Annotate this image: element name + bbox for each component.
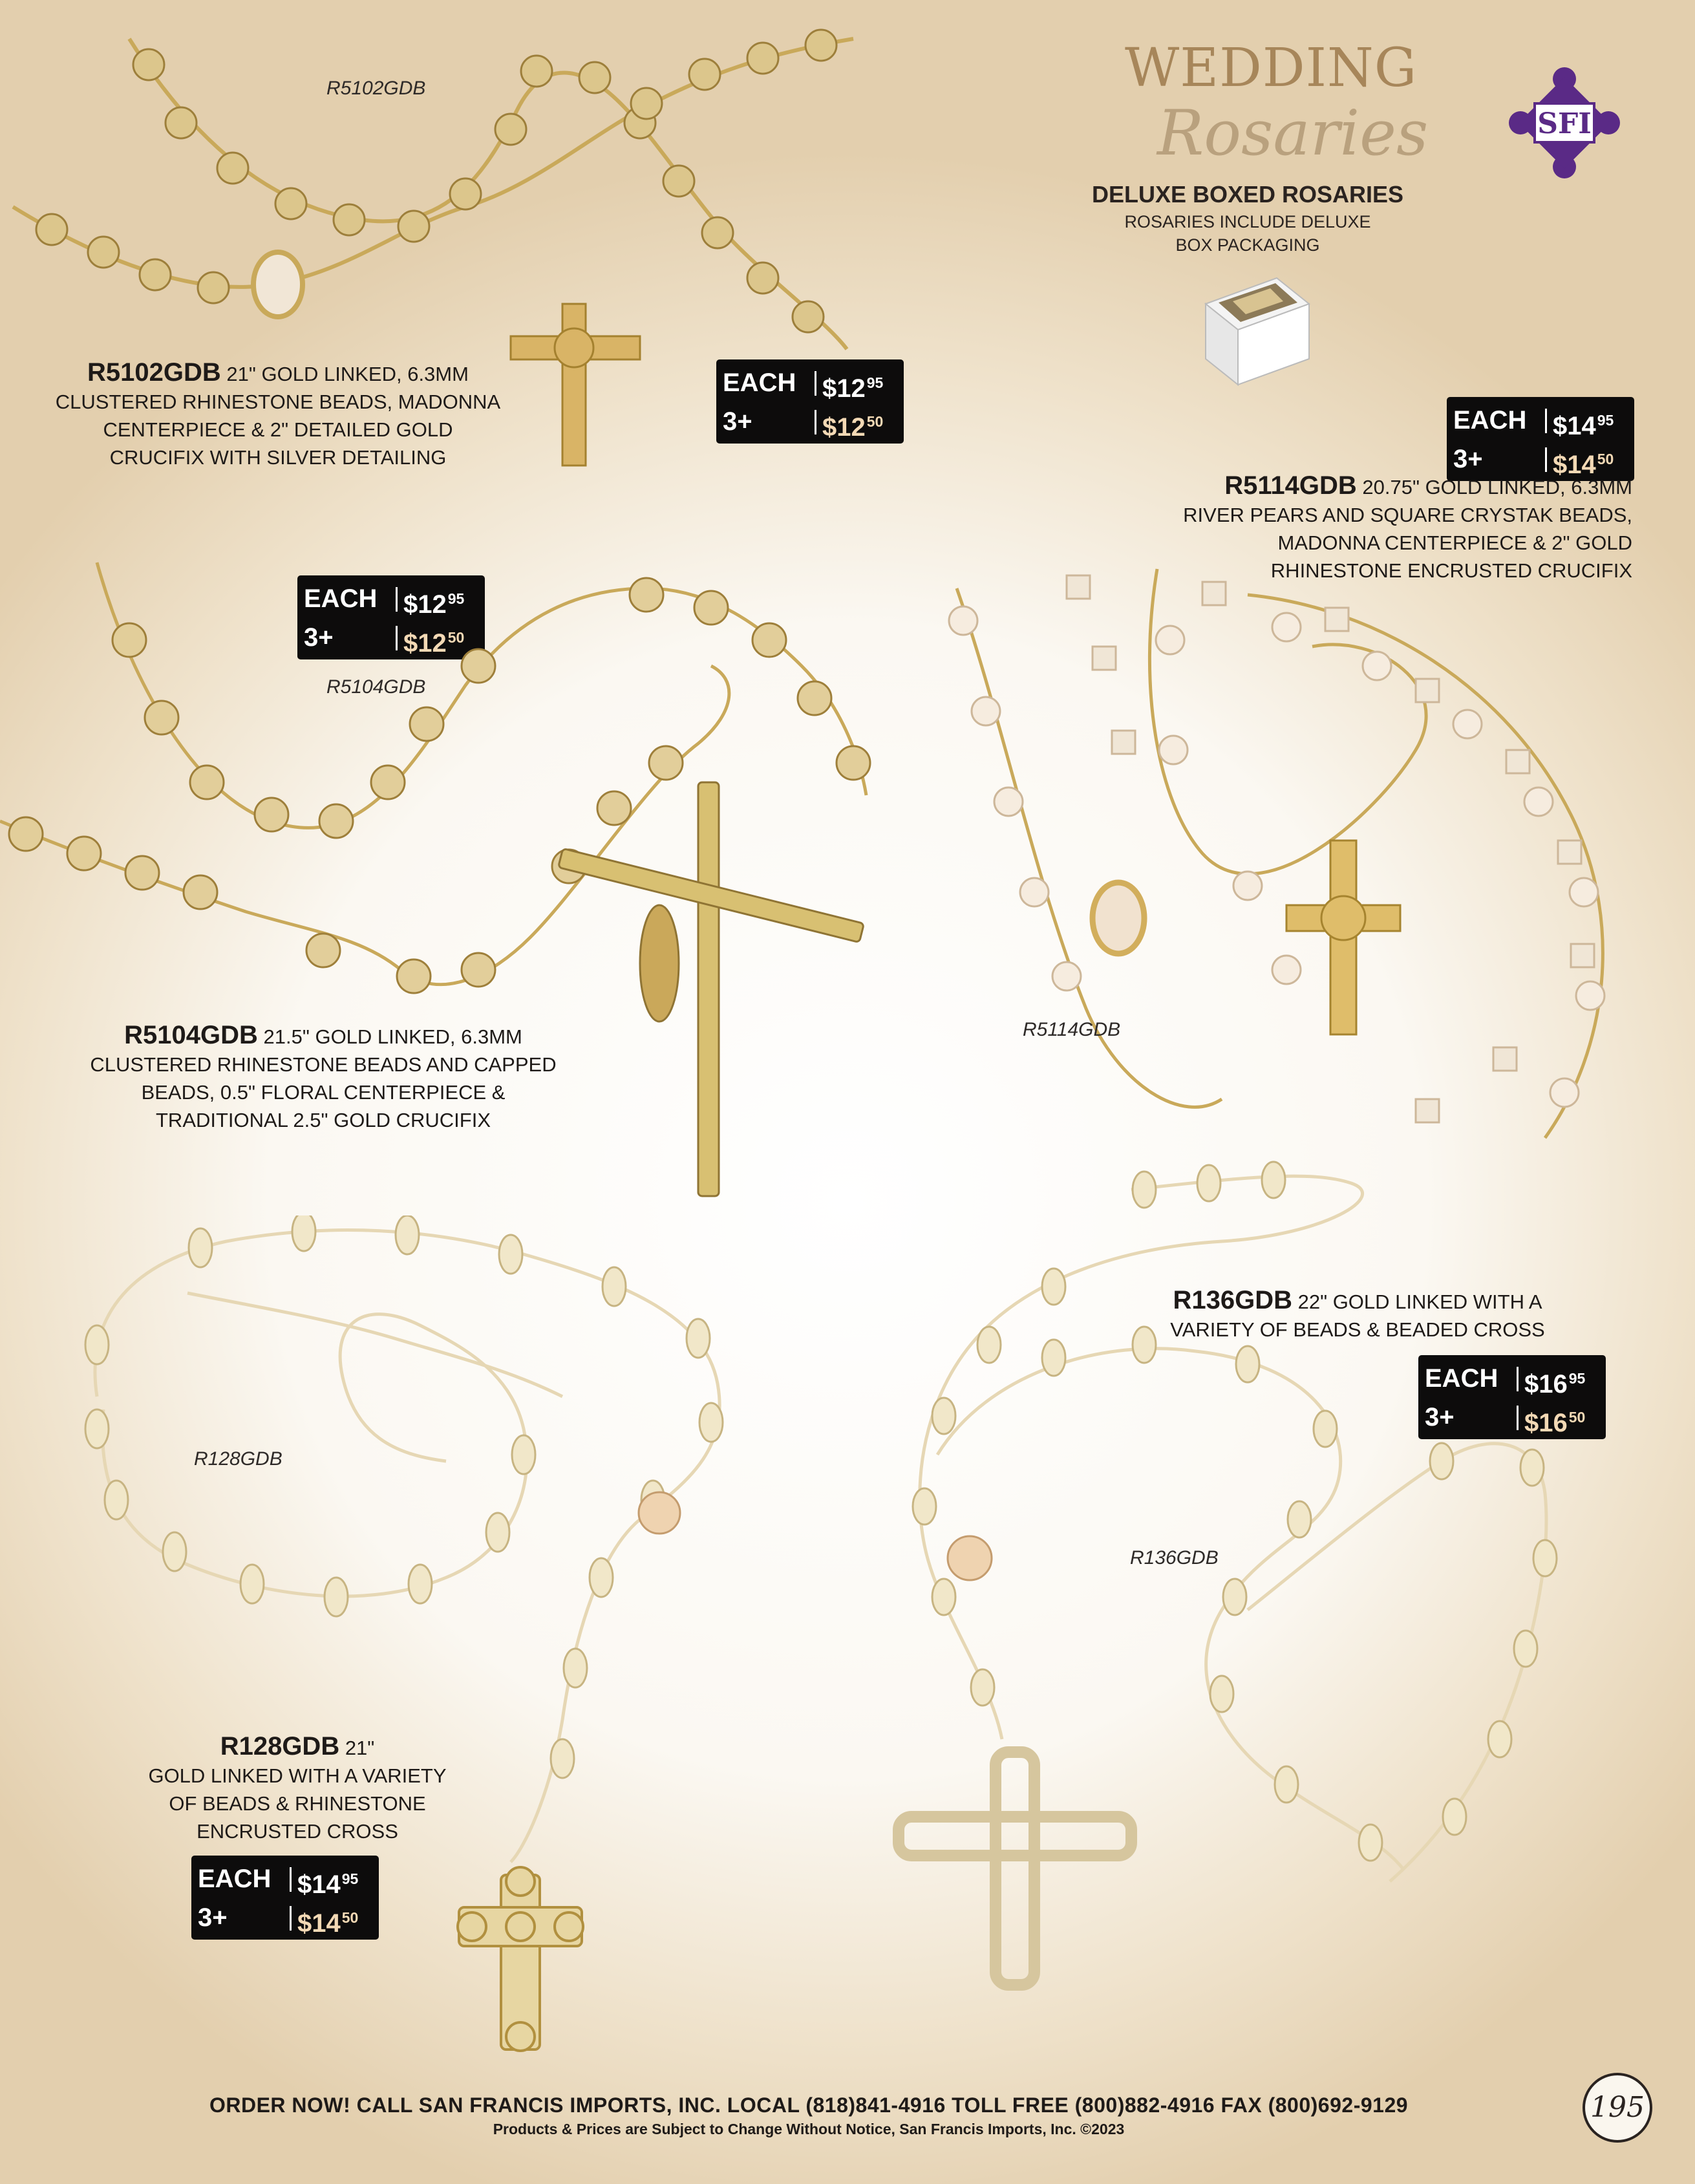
sku-r128gdb: R128GDB <box>220 1732 340 1761</box>
price-tag-r5114gdb <box>1447 397 1634 481</box>
desc-line: TRADITIONAL 2.5" GOLD CRUCIFIX <box>156 1109 491 1131</box>
price-bulk-cents: 50 <box>1597 451 1614 467</box>
description-r5104gdb <box>65 1022 582 1134</box>
desc-line: RIVER PEARS AND SQUARE CRYSTAK BEADS, <box>1183 504 1632 526</box>
price-each-label: EACH <box>304 584 378 613</box>
price-each-cents: 95 <box>1568 1370 1586 1387</box>
sku-r136gdb: R136GDB <box>1173 1286 1292 1314</box>
desc-line: VARIETY OF BEADS & BEADED CROSS <box>1170 1318 1545 1341</box>
order-contact-line <box>0 2093 1695 2117</box>
price-tag-r128gdb <box>191 1856 379 1940</box>
gift-box-image <box>1199 265 1316 388</box>
price-each-dollars: $14 <box>1553 412 1596 440</box>
image-label-r5104gdb: R5104GDB <box>326 676 426 698</box>
sku-r5102gdb: R5102GDB <box>87 358 221 387</box>
rosary-r128gdb-image <box>58 1215 789 2056</box>
disclaimer-line <box>0 2121 1695 2138</box>
sfi-logo <box>1506 65 1623 181</box>
rosary-r5114gdb-image <box>924 556 1655 1164</box>
price-each-dollars: $12 <box>822 374 866 403</box>
price-each-dollars: $14 <box>297 1870 341 1899</box>
desc-line: OF BEADS & RHINESTONE <box>169 1792 426 1815</box>
desc-line: CENTERPIECE & 2" DETAILED GOLD <box>103 418 453 441</box>
desc-line: BEADS, 0.5" FLORAL CENTERPIECE & <box>141 1081 506 1104</box>
price-each-cents: 95 <box>341 1870 359 1887</box>
price-tag-r5102gdb <box>716 359 904 444</box>
price-bulk-cents: 50 <box>341 1909 359 1926</box>
price-each-dollars: $16 <box>1524 1370 1568 1398</box>
desc-line: CLUSTERED RHINESTONE BEADS, MADONNA <box>55 391 501 413</box>
sku-r5104gdb: R5104GDB <box>124 1021 258 1049</box>
price-bulk-dollars: $14 <box>297 1909 341 1938</box>
desc-headline-r5104gdb: 21.5" GOLD LINKED, 6.3MM <box>257 1025 522 1048</box>
price-bulk-label: 3+ <box>1425 1403 1455 1431</box>
image-label-r136gdb: R136GDB <box>1130 1547 1219 1568</box>
description-r5102gdb <box>0 359 556 471</box>
sku-r5114gdb: R5114GDB <box>1224 471 1357 500</box>
price-each-dollars: $12 <box>403 590 447 619</box>
image-label-r128gdb: R128GDB <box>194 1448 282 1470</box>
price-each-label: EACH <box>1425 1364 1498 1393</box>
price-bulk-cents: 50 <box>866 413 884 430</box>
rosaries-script-heading: Rosaries <box>1157 97 1429 169</box>
desc-line: CLUSTERED RHINESTONE BEADS AND CAPPED <box>90 1053 557 1076</box>
price-bulk-label: 3+ <box>723 407 752 436</box>
desc-line: RHINESTONE ENCRUSTED CRUCIFIX <box>1270 559 1632 582</box>
price-each-label: EACH <box>198 1865 272 1893</box>
desc-headline-r5102gdb: 21" GOLD LINKED, 6.3MM <box>220 363 469 385</box>
deluxe-boxed-subtitle: ROSARIES INCLUDE DELUXE BOX PACKAGING <box>1124 212 1371 255</box>
price-bulk-dollars: $16 <box>1524 1409 1568 1437</box>
price-each-cents: 95 <box>447 590 465 607</box>
price-bulk-label: 3+ <box>1453 445 1483 473</box>
price-each-label: EACH <box>1453 406 1527 434</box>
deluxe-boxed-title: DELUXE BOXED ROSARIES <box>1091 181 1404 208</box>
price-bulk-cents: 50 <box>447 629 465 646</box>
image-label-r5102gdb: R5102GDB <box>326 78 426 99</box>
description-r128gdb <box>103 1733 491 1845</box>
price-bulk-dollars: $12 <box>403 629 447 658</box>
logo-text: SFI <box>1537 107 1592 140</box>
disclaimer-text: Products & Prices are Subject to Change Without Notice, San Francis Imports, Inc. ©2023 <box>493 2121 1125 2137</box>
wedding-heading: WEDDING <box>1125 37 1418 99</box>
price-bulk-cents: 50 <box>1568 1409 1586 1426</box>
order-contact-text: ORDER NOW! CALL SAN FRANCIS IMPORTS, INC. LOCAL (818)841-4916 TOLL FREE (800)882-4916 FAX (800)692-9129 <box>209 2093 1409 2117</box>
desc-line: ENCRUSTED CROSS <box>197 1820 398 1843</box>
price-bulk-label: 3+ <box>198 1903 228 1932</box>
image-label-r5114gdb: R5114GDB <box>1023 1019 1121 1040</box>
desc-headline-r128gdb: 21" <box>339 1737 375 1759</box>
price-each-label: EACH <box>723 369 796 397</box>
desc-line: CRUCIFIX WITH SILVER DETAILING <box>109 446 447 469</box>
desc-headline-r136gdb: 22" GOLD LINKED WITH A <box>1292 1290 1542 1313</box>
price-each-cents: 95 <box>1597 412 1614 429</box>
price-bulk-dollars: $14 <box>1553 451 1596 479</box>
price-bulk-dollars: $12 <box>822 413 866 442</box>
price-bulk-label: 3+ <box>304 623 334 652</box>
desc-line: GOLD LINKED WITH A VARIETY <box>148 1764 447 1787</box>
page-number-badge: 195 <box>1583 2073 1652 2143</box>
price-each-cents: 95 <box>866 374 884 391</box>
desc-line: MADONNA CENTERPIECE & 2" GOLD <box>1277 531 1632 554</box>
desc-headline-r5114gdb: 20.75" GOLD LINKED, 6.3MM <box>1356 476 1632 498</box>
rosary-r136gdb-image <box>860 1157 1584 1998</box>
